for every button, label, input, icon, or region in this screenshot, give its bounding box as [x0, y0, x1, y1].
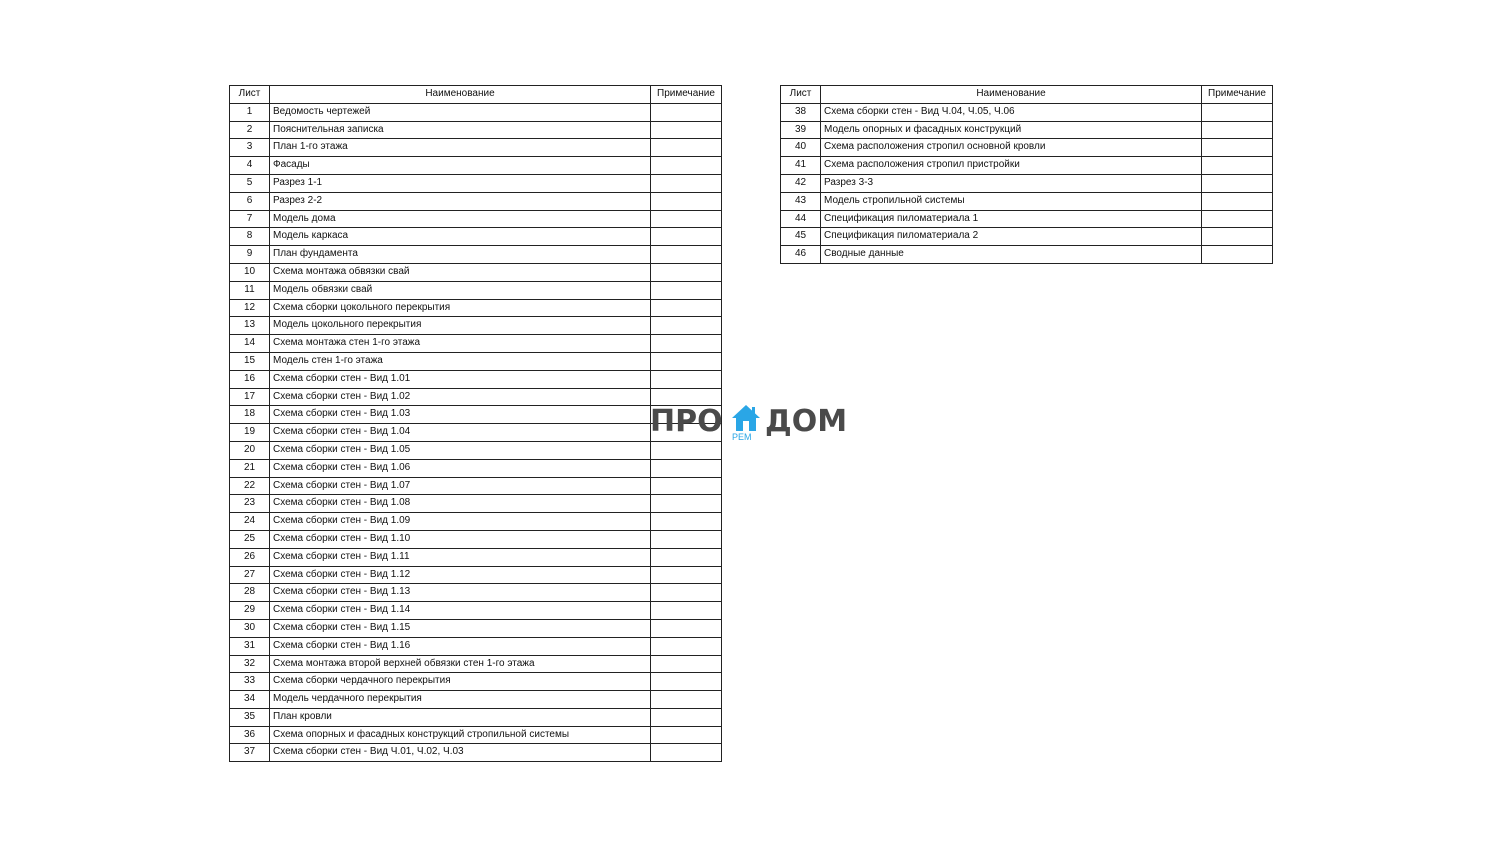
table-row [230, 530, 722, 548]
sheet-note-cell [1202, 157, 1273, 175]
sheet-number-cell: 6 [230, 192, 270, 210]
table-row [230, 388, 722, 406]
sheet-number-cell: 15 [230, 352, 270, 370]
sheet-name-cell: Схема сборки стен - Вид Ч.01, Ч.02, Ч.03 [270, 744, 651, 762]
sheet-name-cell: Модель стен 1-го этажа [270, 352, 651, 370]
sheet-number-cell: 42 [781, 174, 821, 192]
sheet-name-cell: Схема сборки стен - Вид 1.04 [270, 424, 651, 442]
sheet-number-cell: 31 [230, 637, 270, 655]
sheet-number-cell: 22 [230, 477, 270, 495]
table-row [230, 103, 722, 121]
sheet-name-cell: Сводные данные [821, 246, 1202, 264]
sheet-note-cell [651, 139, 722, 157]
sheet-name-cell: План фундамента [270, 246, 651, 264]
sheet-name-cell: Схема сборки стен - Вид Ч.04, Ч.05, Ч.06 [821, 103, 1202, 121]
sheet-name-cell: Модель обвязки свай [270, 281, 651, 299]
table-row [230, 299, 722, 317]
sheet-number-cell: 35 [230, 708, 270, 726]
sheet-note-cell [651, 655, 722, 673]
sheet-number-cell: 46 [781, 246, 821, 264]
sheet-name-cell: Схема сборки стен - Вид 1.16 [270, 637, 651, 655]
sheet-name-cell: Схема сборки стен - Вид 1.14 [270, 602, 651, 620]
table-row [230, 352, 722, 370]
sheet-name-cell: Схема сборки стен - Вид 1.05 [270, 441, 651, 459]
sheet-name-cell: Ведомость чертежей [270, 103, 651, 121]
drawing-list-table-left [229, 85, 722, 762]
sheet-name-cell: Схема монтажа стен 1-го этажа [270, 335, 651, 353]
sheet-number-cell: 1 [230, 103, 270, 121]
logo-text-right: ДОМ [765, 404, 848, 439]
table-row [230, 655, 722, 673]
sheet-number-cell: 16 [230, 370, 270, 388]
sheet-note-cell [651, 192, 722, 210]
sheet-note-cell [1202, 228, 1273, 246]
sheet-note-cell [651, 103, 722, 121]
table-header-row [230, 86, 722, 104]
sheet-number-cell: 37 [230, 744, 270, 762]
table-row [230, 459, 722, 477]
sheet-name-cell: Фасады [270, 157, 651, 175]
sheet-number-cell: 43 [781, 192, 821, 210]
header-sheet: Лист [781, 86, 821, 104]
table-row [781, 228, 1273, 246]
sheet-note-cell [651, 174, 722, 192]
header-note: Примечание [651, 86, 722, 104]
sheet-name-cell: Разрез 2-2 [270, 192, 651, 210]
sheet-number-cell: 5 [230, 174, 270, 192]
table-row [781, 103, 1273, 121]
sheet-note-cell [1202, 246, 1273, 264]
sheet-name-cell: Схема сборки стен - Вид 1.01 [270, 370, 651, 388]
logo-text-left: ПРО [650, 404, 723, 439]
table-row [781, 210, 1273, 228]
watermark-logo [650, 402, 850, 446]
sheet-name-cell: Схема расположения стропил основной кровли [821, 139, 1202, 157]
sheet-note-cell [651, 477, 722, 495]
sheet-name-cell: Схема опорных и фасадных конструкций стропильной системы [270, 726, 651, 744]
table-row [230, 121, 722, 139]
table-row [230, 157, 722, 175]
table-row [230, 708, 722, 726]
table-row [230, 691, 722, 709]
sheet-name-cell: Разрез 3-3 [821, 174, 1202, 192]
sheet-note-cell [651, 530, 722, 548]
sheet-name-cell: Схема сборки стен - Вид 1.02 [270, 388, 651, 406]
sheet-note-cell [651, 619, 722, 637]
table-row [781, 121, 1273, 139]
sheet-note-cell [651, 263, 722, 281]
sheet-name-cell: Схема сборки стен - Вид 1.06 [270, 459, 651, 477]
sheet-name-cell: Схема сборки чердачного перекрытия [270, 673, 651, 691]
sheet-name-cell: Модель дома [270, 210, 651, 228]
table-row [230, 174, 722, 192]
sheet-number-cell: 23 [230, 495, 270, 513]
house-icon [730, 402, 762, 434]
table-row [230, 406, 722, 424]
sheet-name-cell: Спецификация пиломатериала 1 [821, 210, 1202, 228]
sheet-note-cell [651, 121, 722, 139]
table-row [781, 157, 1273, 175]
drawing-list-table-right [780, 85, 1273, 264]
sheet-note-cell [651, 548, 722, 566]
sheet-number-cell: 2 [230, 121, 270, 139]
sheet-name-cell: Схема сборки стен - Вид 1.07 [270, 477, 651, 495]
sheet-name-cell: Разрез 1-1 [270, 174, 651, 192]
sheet-number-cell: 9 [230, 246, 270, 264]
table-row [230, 673, 722, 691]
sheet-number-cell: 18 [230, 406, 270, 424]
sheet-number-cell: 29 [230, 602, 270, 620]
sheet-name-cell: Схема монтажа второй верхней обвязки стен 1-го этажа [270, 655, 651, 673]
sheet-name-cell: Модель каркаса [270, 228, 651, 246]
table-row [230, 263, 722, 281]
sheet-number-cell: 38 [781, 103, 821, 121]
sheet-number-cell: 13 [230, 317, 270, 335]
table-row [230, 513, 722, 531]
sheet-name-cell: Схема сборки стен - Вид 1.03 [270, 406, 651, 424]
sheet-note-cell [651, 513, 722, 531]
sheet-name-cell: Схема сборки стен - Вид 1.10 [270, 530, 651, 548]
sheet-number-cell: 19 [230, 424, 270, 442]
sheet-note-cell [651, 495, 722, 513]
sheet-note-cell [1202, 121, 1273, 139]
sheet-name-cell: Схема сборки стен - Вид 1.08 [270, 495, 651, 513]
table-row [781, 174, 1273, 192]
sheet-number-cell: 24 [230, 513, 270, 531]
sheet-note-cell [651, 673, 722, 691]
sheet-note-cell [651, 637, 722, 655]
table-row [230, 139, 722, 157]
table-row [230, 317, 722, 335]
header-name: Наименование [270, 86, 651, 104]
sheet-name-cell: Схема сборки стен - Вид 1.09 [270, 513, 651, 531]
table-row [781, 246, 1273, 264]
sheet-number-cell: 4 [230, 157, 270, 175]
sheet-note-cell [651, 228, 722, 246]
sheet-number-cell: 26 [230, 548, 270, 566]
sheet-note-cell [651, 566, 722, 584]
sheet-name-cell: Модель чердачного перекрытия [270, 691, 651, 709]
sheet-note-cell [1202, 210, 1273, 228]
sheet-name-cell: Схема сборки стен - Вид 1.15 [270, 619, 651, 637]
sheet-note-cell [651, 370, 722, 388]
sheet-number-cell: 33 [230, 673, 270, 691]
table-body-left [230, 103, 722, 761]
sheet-note-cell [651, 335, 722, 353]
sheet-note-cell [651, 317, 722, 335]
sheet-name-cell: Модель опорных и фасадных конструкций [821, 121, 1202, 139]
sheet-note-cell [1202, 192, 1273, 210]
sheet-note-cell [651, 352, 722, 370]
sheet-note-cell [651, 246, 722, 264]
sheet-number-cell: 10 [230, 263, 270, 281]
table-row [230, 619, 722, 637]
table-row [230, 370, 722, 388]
sheet-number-cell: 36 [230, 726, 270, 744]
sheet-name-cell: План 1-го этажа [270, 139, 651, 157]
sheet-number-cell: 34 [230, 691, 270, 709]
sheet-note-cell [651, 157, 722, 175]
table-header-row [781, 86, 1273, 104]
sheet-name-cell: Модель стропильной системы [821, 192, 1202, 210]
table-row [230, 548, 722, 566]
sheet-number-cell: 41 [781, 157, 821, 175]
sheet-note-cell [651, 602, 722, 620]
table-row [230, 637, 722, 655]
sheet-number-cell: 21 [230, 459, 270, 477]
sheet-name-cell: Схема сборки стен - Вид 1.12 [270, 566, 651, 584]
sheet-note-cell [651, 691, 722, 709]
sheet-note-cell [651, 210, 722, 228]
sheet-number-cell: 45 [781, 228, 821, 246]
sheet-number-cell: 14 [230, 335, 270, 353]
sheet-number-cell: 27 [230, 566, 270, 584]
sheet-number-cell: 28 [230, 584, 270, 602]
sheet-name-cell: Схема сборки стен - Вид 1.13 [270, 584, 651, 602]
table-row [230, 192, 722, 210]
table-body-right [781, 103, 1273, 263]
sheet-name-cell: Схема монтажа обвязки свай [270, 263, 651, 281]
sheet-name-cell: Модель цокольного перекрытия [270, 317, 651, 335]
sheet-note-cell [651, 744, 722, 762]
sheet-number-cell: 3 [230, 139, 270, 157]
sheet-number-cell: 20 [230, 441, 270, 459]
table-row [781, 192, 1273, 210]
sheet-number-cell: 39 [781, 121, 821, 139]
header-sheet: Лист [230, 86, 270, 104]
table-row [230, 228, 722, 246]
sheet-number-cell: 30 [230, 619, 270, 637]
table-row [230, 602, 722, 620]
table-row [230, 566, 722, 584]
sheet-note-cell [1202, 139, 1273, 157]
table-row [230, 495, 722, 513]
table-row [230, 246, 722, 264]
sheet-number-cell: 44 [781, 210, 821, 228]
table-row [230, 441, 722, 459]
sheet-number-cell: 7 [230, 210, 270, 228]
sheet-name-cell: Схема сборки стен - Вид 1.11 [270, 548, 651, 566]
sheet-name-cell: Спецификация пиломатериала 2 [821, 228, 1202, 246]
sheet-number-cell: 11 [230, 281, 270, 299]
sheet-number-cell: 25 [230, 530, 270, 548]
sheet-note-cell [651, 726, 722, 744]
sheet-name-cell: Схема расположения стропил пристройки [821, 157, 1202, 175]
table-row [230, 744, 722, 762]
table-row [781, 139, 1273, 157]
table-row [230, 281, 722, 299]
sheet-note-cell [1202, 174, 1273, 192]
sheet-note-cell [651, 281, 722, 299]
sheet-number-cell: 17 [230, 388, 270, 406]
sheet-number-cell: 32 [230, 655, 270, 673]
sheet-note-cell [651, 299, 722, 317]
sheet-note-cell [1202, 103, 1273, 121]
logo-small-text: РЕМ [732, 432, 752, 442]
sheet-note-cell [651, 708, 722, 726]
sheet-name-cell: Схема сборки цокольного перекрытия [270, 299, 651, 317]
sheet-note-cell [651, 584, 722, 602]
table-row [230, 335, 722, 353]
sheet-number-cell: 8 [230, 228, 270, 246]
sheet-number-cell: 40 [781, 139, 821, 157]
table-row [230, 726, 722, 744]
sheet-name-cell: Пояснительная записка [270, 121, 651, 139]
header-note: Примечание [1202, 86, 1273, 104]
sheet-note-cell [651, 459, 722, 477]
sheet-name-cell: План кровли [270, 708, 651, 726]
table-row [230, 424, 722, 442]
header-name: Наименование [821, 86, 1202, 104]
sheet-number-cell: 12 [230, 299, 270, 317]
table-row [230, 210, 722, 228]
table-row [230, 477, 722, 495]
table-row [230, 584, 722, 602]
